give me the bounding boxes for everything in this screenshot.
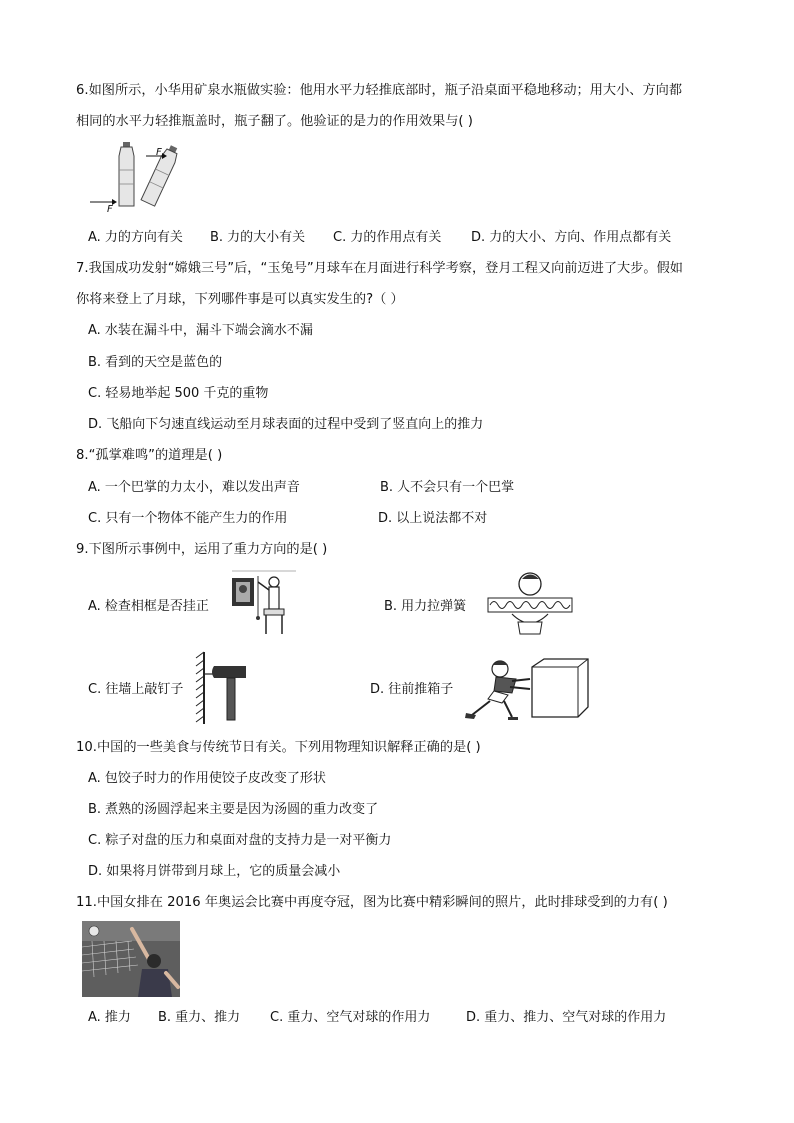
volleyball-spike-photo bbox=[82, 921, 180, 997]
q8-option-c: C. 只有一个物体不能产生力的作用 bbox=[88, 511, 288, 526]
q11-option-b: B. 重力、推力 bbox=[158, 1010, 241, 1025]
q6-option-d: D. 力的大小、方向、作用点都有关 bbox=[471, 230, 672, 245]
q7-stem-line1: 7.我国成功发射“嫦娥三号”后，“玉兔号”月球车在月面进行科学考察，登月工程又向前迈进了大步。假如 bbox=[76, 261, 683, 276]
q10-option-d: D. 如果将月饼带到月球上，它的质量会减小 bbox=[88, 864, 341, 879]
upright-bottle-icon bbox=[119, 142, 134, 206]
q9-option-a: A. 检查相框是否挂正 bbox=[88, 599, 209, 614]
spring-stretch-icon bbox=[482, 570, 578, 638]
push-box-icon bbox=[462, 655, 592, 721]
q7-option-c: C. 轻易地举起 500 千克的重物 bbox=[88, 386, 269, 401]
q11-option-c: C. 重力、空气对球的作用力 bbox=[270, 1010, 431, 1025]
picture-frame-level-icon bbox=[228, 568, 300, 638]
q9-option-d: D. 往前推箱子 bbox=[370, 682, 454, 697]
q6-option-c: C. 力的作用点有关 bbox=[333, 230, 442, 245]
q8-option-b: B. 人不会只有一个巴掌 bbox=[380, 480, 515, 495]
q9-figure-a bbox=[228, 568, 300, 638]
q10-stem: 10.中国的一些美食与传统节日有关。下列用物理知识解释正确的是( ) bbox=[76, 740, 481, 755]
q11-photo bbox=[82, 921, 180, 997]
q9-stem: 9.下图所示事例中，运用了重力方向的是( ) bbox=[76, 542, 328, 557]
q6-option-b: B. 力的大小有关 bbox=[210, 230, 306, 245]
q7-option-d: D. 飞船向下匀速直线运动至月球表面的过程中受到了竖直向上的推力 bbox=[88, 417, 484, 432]
q8-stem: 8.“孤掌难鸣”的道理是( ) bbox=[76, 448, 223, 463]
q7-option-a: A. 水装在漏斗中，漏斗下端会滴水不漏 bbox=[88, 323, 313, 338]
bottle-push-diagram bbox=[86, 140, 186, 215]
q9-option-c: C. 往墙上敲钉子 bbox=[88, 682, 184, 697]
q9-option-b: B. 用力拉弹簧 bbox=[384, 599, 467, 614]
q10-option-c: C. 粽子对盘的压力和桌面对盘的支持力是一对平衡力 bbox=[88, 833, 392, 848]
q6-force-label-top: F bbox=[156, 147, 162, 158]
q8-option-a: A. 一个巴掌的力太小，难以发出声音 bbox=[88, 480, 300, 495]
q7-stem-line2: 你将来登上了月球，下列哪件事是可以真实发生的?（ ） bbox=[76, 292, 404, 307]
q6-stem-line1: 6.如图所示，小华用矿泉水瓶做实验：他用水平力轻推底部时，瓶子沿桌面平稳地移动；用大小、方向都 bbox=[76, 83, 683, 98]
q10-option-b: B. 煮熟的汤圆浮起来主要是因为汤圆的重力改变了 bbox=[88, 802, 379, 817]
q7-option-b: B. 看到的天空是蓝色的 bbox=[88, 355, 223, 370]
q6-option-a: A. 力的方向有关 bbox=[88, 230, 183, 245]
q10-option-a: A. 包饺子时力的作用使饺子皮改变了形状 bbox=[88, 771, 326, 786]
q8-option-d: D. 以上说法都不对 bbox=[378, 511, 488, 526]
q6-stem-line2: 相同的水平力轻推瓶盖时，瓶子翻了。他验证的是力的作用效果与( ) bbox=[76, 114, 473, 129]
q9-figure-b bbox=[482, 570, 578, 638]
q6-figure bbox=[86, 140, 186, 215]
q11-option-a: A. 推力 bbox=[88, 1010, 131, 1025]
q9-figure-c bbox=[194, 650, 250, 726]
q9-figure-d bbox=[462, 655, 592, 721]
q6-force-label-bottom: F bbox=[107, 204, 113, 215]
hammer-wall-icon bbox=[194, 650, 250, 726]
q11-option-d: D. 重力、推力、空气对球的作用力 bbox=[466, 1010, 667, 1025]
q11-stem: 11.中国女排在 2016 年奥运会比赛中再度夺冠，图为比赛中精彩瞬间的照片，此时排球受到的力有( ) bbox=[76, 895, 668, 910]
